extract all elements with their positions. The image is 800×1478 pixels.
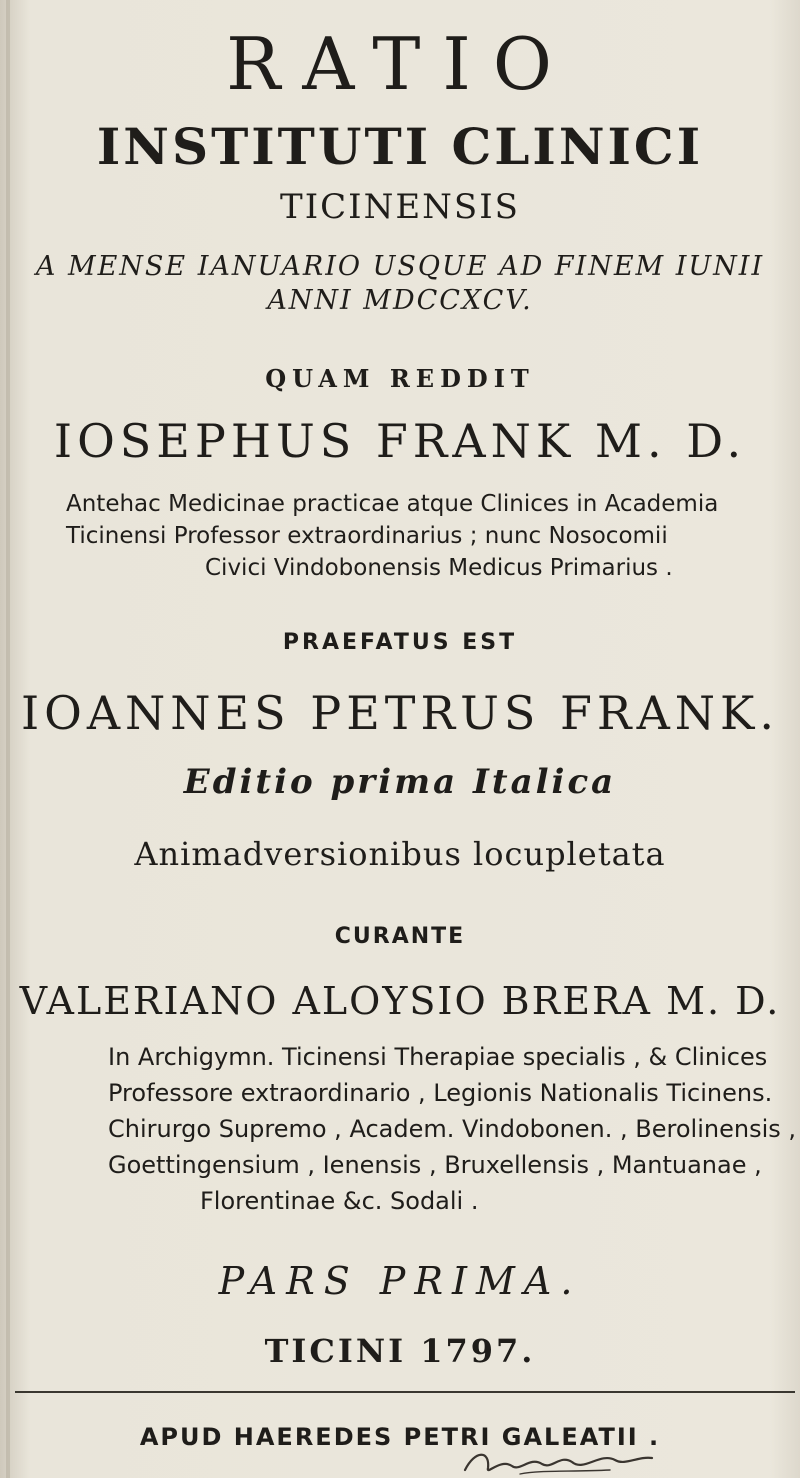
animadversionibus-line: Animadversionibus locupletata (134, 835, 666, 873)
curante-label: CURANTE (334, 924, 466, 949)
author-name: IOSEPHUS FRANK M. D. (53, 414, 747, 468)
editor-credentials-line-2: Professore extraordinario , Legionis Nationalis Ticinens. (108, 1079, 773, 1107)
author-description-line-3: Civici Vindobonensis Medicus Primarius . (205, 555, 673, 581)
editor-credentials-line-3: Chirurgo Supremo , Academ. Vindobonen. , Berolinensis , (108, 1115, 796, 1143)
editor-credentials-line-4: Goettingensium , Ienensis , Bruxellensis , Mantuanae , (108, 1151, 762, 1179)
author-description-line-1: Antehac Medicinae practicae atque Clinices in Academia (66, 491, 719, 517)
edition-statement: Editio prima Italica (183, 762, 617, 802)
title-instituti-clinici: INSTITUTI CLINICI (96, 117, 704, 176)
imprint-divider (15, 1391, 795, 1393)
title-ratio: RATIO (226, 22, 574, 106)
period-line-1: A MENSE IANUARIO USQUE AD FINEM IUNII (35, 251, 765, 282)
praefatus-est: PRAEFATUS EST (282, 630, 518, 655)
period-line-2: ANNI MDCCXCV. (267, 285, 533, 316)
author-description-line-2: Ticinensi Professor extraordinarius ; nunc Nosocomii (66, 523, 668, 549)
pars-prima: PARS PRIMA. (218, 1259, 582, 1303)
handwritten-signature (460, 1448, 660, 1478)
quam-reddit: QUAM REDDIT (265, 364, 535, 393)
editor-credentials-line-1: In Archigymn. Ticinensi Therapiae specialis , & Clinices (108, 1043, 768, 1071)
editor-name: VALERIANO ALOYSIO BRERA M. D. (19, 979, 781, 1023)
editor-credentials-line-5: Florentinae &c. Sodali . (200, 1187, 479, 1215)
imprint-place-year: TICINI 1797. (264, 1332, 536, 1370)
imprint-printer: APUD HAEREDES PETRI GALEATII . (139, 1423, 661, 1451)
prefacer-name: IOANNES PETRUS FRANK. (20, 686, 780, 740)
title-ticinensis: TICINENSIS (280, 187, 520, 227)
